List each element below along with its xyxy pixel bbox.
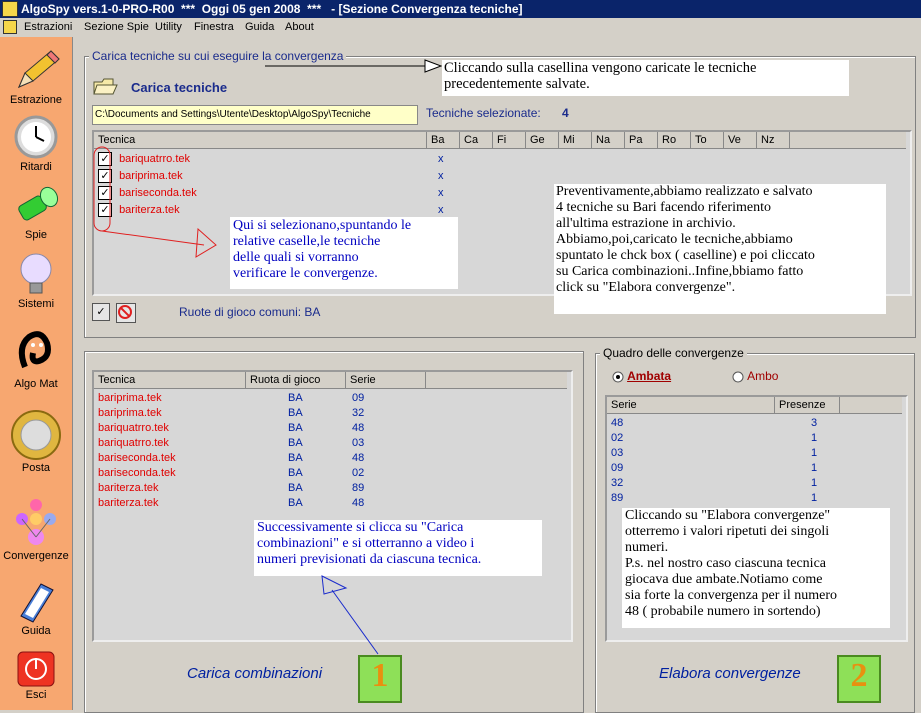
load-combinations-button[interactable] — [180, 655, 420, 700]
folder-icon — [93, 76, 119, 96]
combo-serie: 03 — [352, 437, 365, 449]
sidebar-item-label: Estrazione — [10, 94, 62, 106]
pencil-icon — [11, 47, 61, 93]
table-row[interactable] — [607, 477, 899, 492]
sidebar-item-ritardi[interactable] — [0, 114, 72, 173]
menu-estrazioni[interactable]: Estrazioni — [24, 21, 73, 33]
conv-presenze: 1 — [811, 492, 818, 504]
col-fi[interactable]: Fi — [493, 132, 526, 148]
path-input-value: C:\Documents and Settings\Utente\Desktop\AlgoSpy\Tecniche — [95, 109, 371, 120]
sidebar-item-label: Sistemi — [17, 298, 55, 310]
sidebar-item-spie[interactable] — [0, 182, 72, 241]
sidebar-item-label: Guida — [21, 625, 51, 637]
menu-bar — [0, 18, 921, 38]
combo-ruota: BA — [288, 392, 303, 404]
table-row[interactable] — [94, 392, 564, 407]
conv-serie: 48 — [611, 417, 624, 429]
conv-serie: 89 — [611, 492, 624, 504]
combinations-grid-header — [94, 372, 567, 389]
row-checkbox[interactable]: ✓ — [98, 169, 112, 183]
combo-tecnica: bariseconda.tek — [98, 452, 176, 464]
mdi-child-icon[interactable] — [3, 20, 17, 34]
combo-tecnica: bariprima.tek — [98, 392, 162, 404]
title-bar — [0, 0, 921, 18]
radio-unselected-icon — [732, 371, 744, 383]
app-icon — [2, 1, 18, 17]
combo-tecnica: bariterza.tek — [98, 497, 159, 509]
power-icon — [16, 650, 56, 688]
sidebar-item-label: Spie — [24, 229, 48, 241]
load-techniques-group-title: Carica tecniche su cui eseguire la convergenza — [89, 49, 346, 63]
radio-ambata[interactable] — [612, 369, 671, 383]
sidebar-item-convergenze[interactable] — [0, 497, 72, 562]
process-convergence-button[interactable] — [655, 655, 905, 700]
conv-serie: 09 — [611, 462, 624, 474]
row-name: bariquatrro.tek — [119, 152, 190, 165]
common-wheels-label: Ruote di gioco comuni: BA — [179, 305, 321, 319]
menu-finestra[interactable]: Finestra — [194, 21, 234, 33]
col-nz[interactable]: Nz — [757, 132, 790, 148]
flashlight-icon — [11, 182, 61, 228]
clock-icon — [11, 114, 61, 160]
table-row[interactable] — [94, 407, 564, 422]
sidebar-item-label: Ritardi — [20, 161, 52, 173]
col-tecnica[interactable]: Tecnica — [94, 372, 246, 388]
combo-tecnica: bariquatrro.tek — [98, 437, 169, 449]
combo-serie: 32 — [352, 407, 365, 419]
load-techniques-label: Carica tecniche — [131, 80, 228, 95]
table-row[interactable] — [607, 492, 899, 507]
row-ba-mark: x — [438, 153, 444, 165]
table-row[interactable] — [607, 447, 899, 462]
menu-sezione-spie[interactable]: Sezione Spie — [84, 21, 149, 33]
combo-tecnica: bariterza.tek — [98, 482, 159, 494]
sidebar — [0, 37, 73, 710]
col-ro[interactable]: Ro — [658, 132, 691, 148]
combo-ruota: BA — [288, 467, 303, 479]
combo-serie: 09 — [352, 392, 365, 404]
selected-count: 4 — [562, 106, 569, 120]
note-result-hint: Cliccando su "Elabora convergenze" otterremo i valori ripetuti dei singoli numeri. P.s. nel nostro caso ciascuna tecnica giocava due ambate.Notiamo come sia forte la convergenza per il numero 48 ( probabile numero in sortendo) — [622, 508, 890, 628]
sidebar-item-label: Posta — [21, 462, 51, 474]
sidebar-item-algo-mat[interactable] — [0, 327, 72, 390]
col-serie[interactable]: Serie — [346, 372, 426, 388]
menu-guida[interactable]: Guida — [245, 21, 275, 33]
load-techniques-button[interactable] — [93, 72, 263, 98]
combo-ruota: BA — [288, 497, 303, 509]
combo-serie: 48 — [352, 422, 365, 434]
conv-serie: 02 — [611, 432, 624, 444]
convergence-panel-title: Quadro delle convergenze — [600, 346, 747, 360]
step-one-badge: 1 — [358, 655, 402, 703]
combo-ruota: BA — [288, 407, 303, 419]
conv-serie: 03 — [611, 447, 624, 459]
col-tecnica[interactable]: Tecnica — [94, 132, 427, 148]
col-ba[interactable]: Ba — [427, 132, 460, 148]
table-row[interactable] — [607, 432, 899, 447]
row-name: bariterza.tek — [119, 203, 180, 216]
table-row[interactable] — [607, 417, 899, 432]
row-checkbox[interactable]: ✓ — [98, 152, 112, 166]
sidebar-item-label: Esci — [25, 689, 47, 701]
conv-presenze: 3 — [811, 417, 818, 429]
row-name: bariprima.tek — [119, 169, 183, 182]
combo-serie: 02 — [352, 467, 365, 479]
conv-serie: 32 — [611, 477, 624, 489]
menu-utility[interactable]: Utility — [155, 21, 182, 33]
col-ge[interactable]: Ge — [526, 132, 559, 148]
combo-ruota: BA — [288, 452, 303, 464]
col-ve[interactable]: Ve — [724, 132, 757, 148]
lightbulb-icon — [11, 251, 61, 297]
note-load-hint: Cliccando sulla casellina vengono caricate le tecniche precedentemente salvate. — [442, 60, 849, 96]
table-row[interactable] — [607, 462, 899, 477]
note-combo-hint: Successivamente si clicca su "Carica combinazioni" e si otterranno a video i numeri previsionati da ciascuna tecnica. — [254, 520, 542, 576]
sidebar-item-estrazione[interactable] — [0, 47, 72, 106]
sidebar-item-posta[interactable] — [0, 409, 72, 474]
conv-presenze: 1 — [811, 477, 818, 489]
table-row[interactable] — [94, 497, 564, 512]
coin-icon — [10, 409, 62, 461]
row-name: bariseconda.tek — [119, 186, 197, 199]
sidebar-item-guida[interactable] — [0, 578, 72, 637]
row-checkbox[interactable]: ✓ — [98, 203, 112, 217]
table-row[interactable] — [94, 482, 564, 497]
col-ruota[interactable]: Ruota di gioco — [246, 372, 346, 388]
selected-count-label: Tecniche selezionate: — [426, 106, 541, 120]
pointer-arrow-load — [265, 58, 445, 74]
table-row[interactable] — [94, 467, 564, 482]
combo-tecnica: bariprima.tek — [98, 407, 162, 419]
combo-tecnica: bariquatrro.tek — [98, 422, 169, 434]
process-convergence-label: Elabora convergenze — [659, 665, 801, 682]
select-all-button[interactable]: ✓ — [92, 303, 110, 321]
col-na[interactable]: Na — [592, 132, 625, 148]
row-ba-mark: x — [438, 170, 444, 182]
convergence-grid-header — [607, 397, 902, 414]
convergence-icon — [11, 497, 61, 549]
step-two-badge: 2 — [837, 655, 881, 703]
note-intro: Preventivamente,abbiamo realizzato e salvato 4 tecniche su Bari facendo riferimento all'ultima estrazione in archivio. Abbiamo,poi,caricato le tecniche,abbiamo spuntato le chck box ( caselline) e poi cliccato su Carica combinazioni..Infine,bbiamo fatto click su "Elabora convergenze". — [554, 184, 886, 314]
col-mi[interactable]: Mi — [559, 132, 592, 148]
row-checkbox[interactable]: ✓ — [98, 186, 112, 200]
deselect-all-button[interactable] — [116, 303, 136, 323]
combo-serie: 48 — [352, 497, 365, 509]
row-ba-mark: x — [438, 187, 444, 199]
row-ba-mark: x — [438, 204, 444, 216]
sidebar-item-label: Convergenze — [3, 550, 69, 562]
annotation-arrow-combo — [316, 574, 386, 656]
col-ca[interactable]: Ca — [460, 132, 493, 148]
combo-tecnica: bariseconda.tek — [98, 467, 176, 479]
table-row[interactable] — [94, 452, 564, 467]
radio-ambata-label: Ambata — [627, 369, 672, 383]
conv-presenze: 1 — [811, 432, 818, 444]
combo-ruota: BA — [288, 422, 303, 434]
col-serie[interactable]: Serie — [607, 397, 775, 413]
lottery-logo-icon — [11, 327, 61, 377]
window-title: AlgoSpy vers.1-0-PRO-R00 *** Oggi 05 gen 2008 *** - [Sezione Convergenza tecniche] — [21, 2, 523, 16]
combo-ruota: BA — [288, 482, 303, 494]
note-select-hint: Qui si selezionano,spuntando le relative caselle,le tecniche delle quali si vorranno verificare le convergenze. — [230, 217, 458, 289]
path-input[interactable] — [92, 105, 418, 125]
book-icon — [11, 578, 61, 624]
table-row[interactable] — [94, 422, 564, 437]
radio-ambo-label: Ambo — [747, 369, 779, 383]
col-presenze[interactable]: Presenze — [775, 397, 840, 413]
sidebar-item-label: Algo Mat — [14, 378, 58, 390]
radio-selected-icon — [612, 371, 624, 383]
combo-serie: 48 — [352, 452, 365, 464]
col-pa[interactable]: Pa — [625, 132, 658, 148]
conv-presenze: 1 — [811, 462, 818, 474]
col-to[interactable]: To — [691, 132, 724, 148]
no-icon — [117, 304, 133, 320]
table-row[interactable] — [94, 437, 564, 452]
radio-ambo[interactable] — [732, 369, 778, 383]
load-combinations-label: Carica combinazioni — [187, 665, 323, 682]
sidebar-item-sistemi[interactable] — [0, 251, 72, 310]
combo-ruota: BA — [288, 437, 303, 449]
conv-presenze: 1 — [811, 447, 818, 459]
menu-about[interactable]: About — [285, 21, 314, 33]
combo-serie: 89 — [352, 482, 365, 494]
sidebar-item-esci[interactable] — [0, 650, 72, 701]
